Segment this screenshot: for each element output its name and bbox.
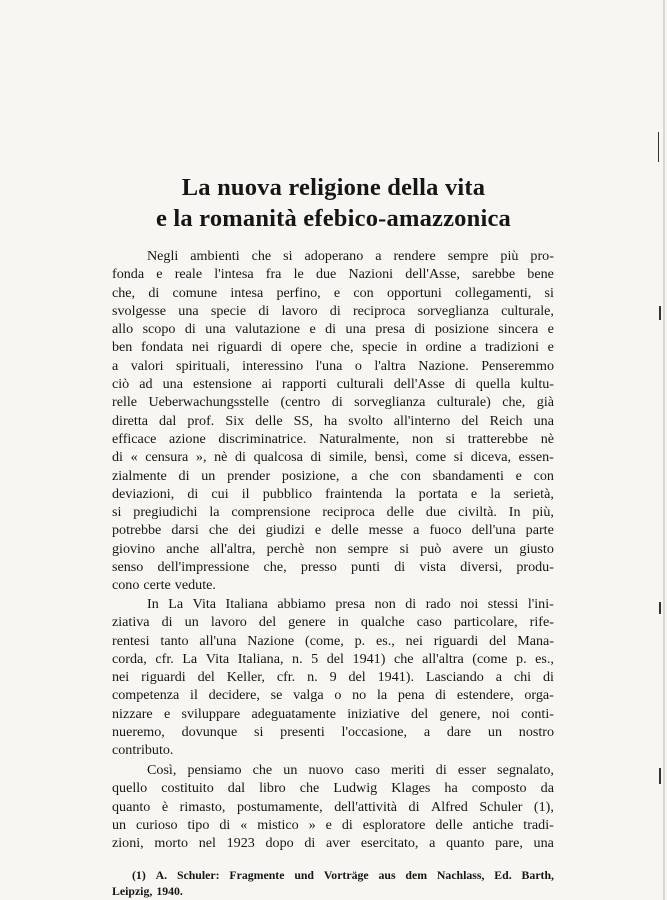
text-line: ben fondata nei riguardi di opere che, specie in ordine a tradizioni e (112, 339, 554, 356)
scan-mark (659, 306, 661, 320)
text-line: Così, pensiamo che un nuovo caso meriti di esser segnalato, (147, 762, 554, 778)
text-line: deviazioni, di cui il pubblico fraintenda la portata e la serietà, (112, 485, 554, 502)
text-line: ciò ad una estensione ai rapporti culturali dell'Asse di quella kultu- (112, 376, 554, 393)
text-line: quanto è rimasto, postumamente, dell'attività di Alfred Schuler (1), (112, 798, 554, 815)
text-line: svolgesse una specie di lavoro di reciproca sorveglianza culturale, (112, 302, 554, 319)
text-line: a valori spirituali, interessino l'una o l'altra Nazione. Penseremmo (112, 357, 554, 374)
text-line: si pregiudichi la comprensione reciproca delle due civiltà. In più, (112, 504, 554, 521)
scan-mark (659, 602, 661, 614)
text-line: fonda e reale l'intesa fra le due Nazioni dell'Asse, sarebbe bene (112, 266, 554, 283)
text-line: nei riguardi del Keller, cfr. n. 9 del 1941). Lasciando a chi di (112, 669, 554, 686)
scan-mark (659, 768, 661, 784)
text-line: rentesi tanto all'una Nazione (come, p. es., nei riguardi del Mana- (112, 632, 554, 649)
text-line: nizzare e sviluppare adeguatamente iniziative del genere, noi conti- (112, 705, 554, 722)
page-title-line-2: e la romanità efebico-amazzonica (156, 205, 511, 232)
text-line: efficace azione discriminatrice. Naturalmente, non si tratterebbe nè (112, 430, 554, 447)
text-line: un curioso tipo di « mistico » e di esploratore delle antiche tradi- (112, 816, 554, 833)
text-line: senso dell'impressione che, presso punti di vista diversi, produ- (112, 559, 554, 576)
footnote (112, 867, 554, 899)
text-line: contributo. (112, 742, 174, 759)
text-line: di « censura », nè di qualcosa di simile, bensì, come si diceva, essen- (112, 449, 554, 466)
text-line: relle Ueberwachungsstelle (centro di sorveglianza culturale) che, già (112, 394, 554, 411)
text-line: quello costituito dal libro che Ludwig Klages ha composto da (112, 780, 554, 797)
text-line: competenza il decidere, se valga o no la pena di estendere, orga- (112, 687, 554, 704)
paragraph-3 (112, 761, 554, 852)
text-line: giovino anche all'altra, perchè non sempre si può avere un giusto (112, 540, 554, 557)
text-line: potrebbe darsi che dei giudizi e delle messe a fuoco dell'una parte (112, 522, 554, 539)
text-line: zialmente di un prender posizione, a che con sbandamenti e con (112, 467, 554, 484)
text-line: ziativa di un lavoro del genere in qualche caso particolare, rife- (112, 614, 554, 631)
text-line: cono certe vedute. (112, 577, 216, 594)
paragraph-1 (112, 247, 554, 595)
footnote-line: (1) A. Schuler: Fragmente und Vorträge aus dem Nachlass, Ed. Barth, (132, 868, 554, 882)
paragraph-2 (112, 595, 554, 760)
text-line: nueremo, dovunque si presenti l'occasione, a dare un nostro (112, 724, 554, 741)
footnote-line: Leipzig, 1940. (112, 884, 183, 898)
text-line: In La Vita Italiana abbiamo presa non di rado noi stessi l'ini- (147, 596, 554, 612)
page-title-line-1: La nuova religione della vita (181, 174, 486, 201)
scan-edge (663, 0, 665, 900)
text-line: zioni, morto nel 1923 dopo di aver esercitato, a quanto pare, una (112, 835, 554, 852)
text-line: diretta dal prof. Six delle SS, ha svolto all'interno del Reich una (112, 412, 554, 429)
text-line: allo scopo di una valutazione e di una presa di posizione sincera e (112, 321, 554, 338)
text-line: Negli ambienti che si adoperano a rendere sempre più pro- (147, 248, 554, 264)
text-line: che, di comune intesa perfino, e con opportuni collegamenti, si (112, 284, 554, 301)
scan-mark (658, 132, 659, 162)
text-line: corda, cfr. La Vita Italiana, n. 5 del 1941) che all'altra (come p. es., (112, 650, 554, 667)
